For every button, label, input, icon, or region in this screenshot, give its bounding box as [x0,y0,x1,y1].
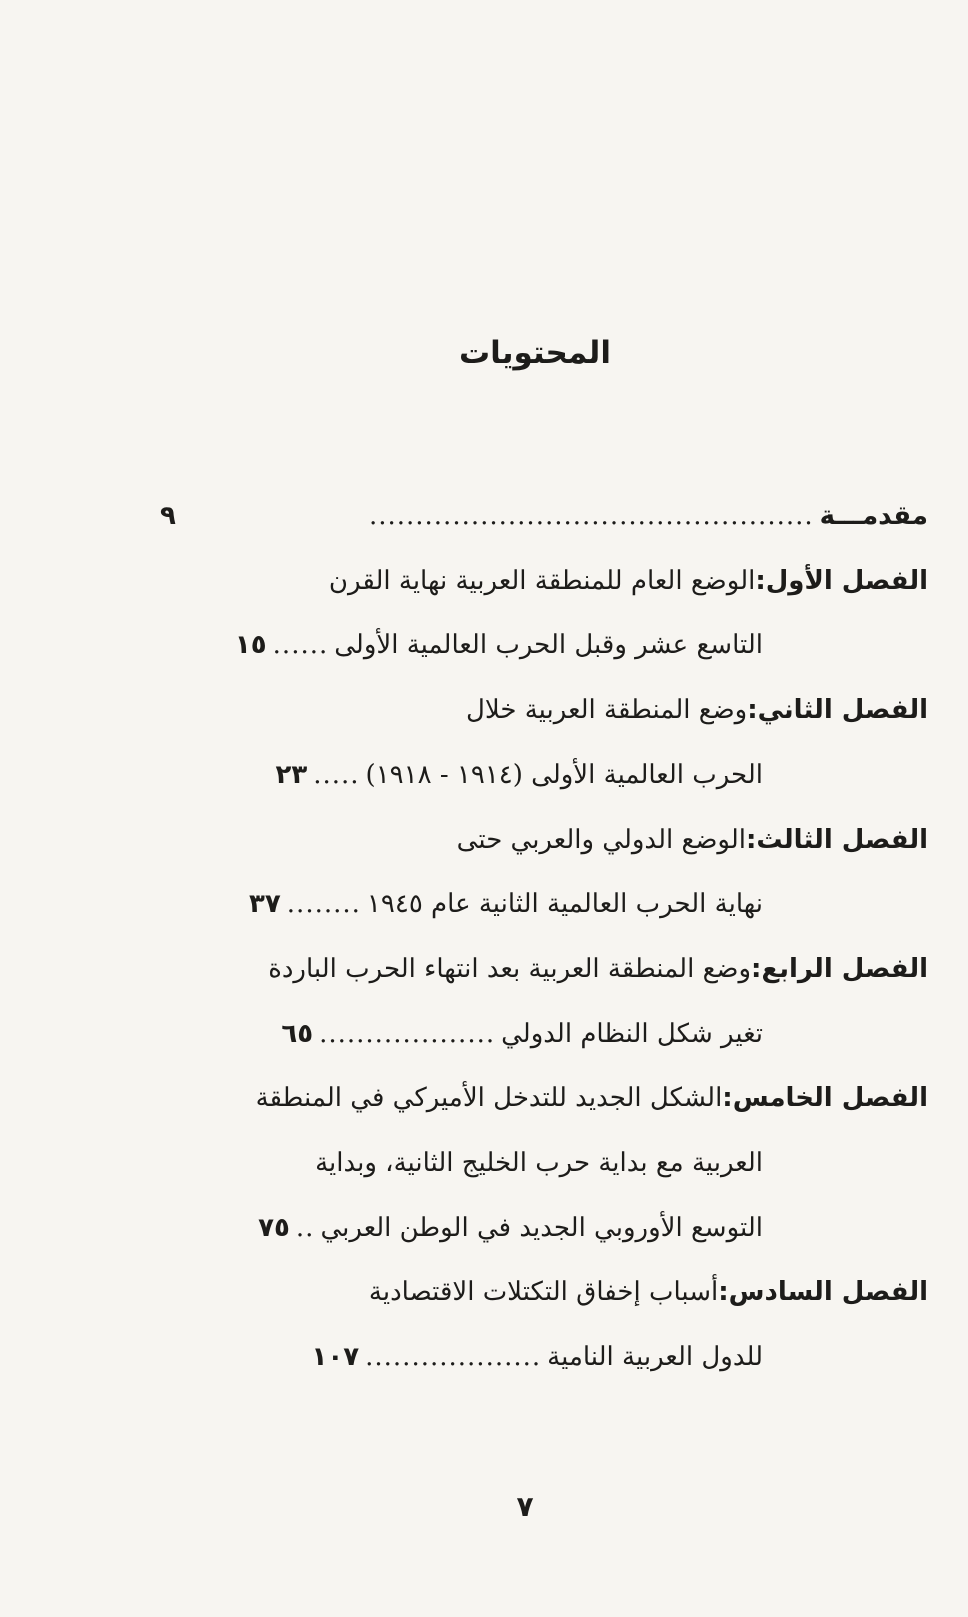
toc-line [150,751,928,799]
toc-line [150,621,928,669]
leader-dots: ........ [286,889,361,919]
toc-entry-text: التوسع الأوروبي الجديد في الوطن العربي [320,1213,763,1243]
toc-entry-text: نهاية الحرب العالمية الثانية عام ١٩٤٥ [366,889,763,919]
toc-entry-text: الشكل الجديد للتدخل الأميركي في المنطقة [255,1083,723,1113]
toc-entry-text: مقدمـــة [819,501,928,531]
chapter-label: الفصل السادس: [718,1277,928,1307]
toc-entry-text: للدول العربية النامية [547,1342,763,1372]
toc-line [150,557,928,605]
chapter-label: الفصل الخامس: [722,1083,928,1113]
toc-page-number: ٧٥ [258,1213,290,1243]
toc-entry-text: أسباب إخفاق التكتلات الاقتصادية [368,1277,719,1307]
toc-line [150,1268,928,1316]
page-number: ٧ [516,1490,534,1523]
toc-line [150,686,928,734]
leader-dots: ................... [319,1019,496,1049]
leader-dots: ................................................ [368,501,814,531]
toc-page-number: ١٥ [234,630,267,660]
toc-page-number: ٩ [160,501,176,531]
leader-dots: ..... [313,760,360,790]
toc-entry-text: الوضع العام للمنطقة العربية نهاية القرن [328,566,756,596]
toc-line [150,1010,928,1058]
toc-line [150,1204,928,1252]
toc-line [150,492,928,540]
chapter-label: الفصل الثاني: [747,695,928,725]
leader-dots: ................... [365,1342,542,1372]
toc-entry-text: وضع المنطقة العربية بعد انتهاء الحرب الباردة [268,954,752,984]
toc-entry-text: تغير شكل النظام الدولي [501,1019,763,1049]
chapter-label: الفصل الثالث: [746,825,928,855]
toc-line [150,1139,928,1187]
toc-line [150,1074,928,1122]
toc-entry-text: العربية مع بداية حرب الخليج الثانية، وبداية [315,1148,763,1178]
leader-dots: ...... [272,630,329,660]
toc-page-number: ٢٣ [275,760,308,790]
toc-entry-text: الوضع الدولي والعربي حتى [456,825,746,855]
chapter-label: الفصل الأول: [755,566,928,596]
chapter-label: الفصل الرابع: [751,954,928,984]
toc-line [150,945,928,993]
toc-line [150,880,928,928]
toc-page-number: ٦٥ [281,1019,314,1049]
toc-page-number: ٣٧ [249,889,281,919]
leader-dots: .. [295,1213,315,1243]
toc-line [150,816,928,864]
toc-entry-text: وضع المنطقة العربية خلال [465,695,748,725]
toc-line [150,1333,928,1381]
toc-entry-text: التاسع عشر وقبل الحرب العالمية الأولى [334,630,763,660]
toc-entry-text: الحرب العالمية الأولى (١٩١٤ - ١٩١٨) [365,760,763,790]
page-title: المحتويات [459,335,611,371]
toc-page-number: ١٠٧ [311,1342,360,1372]
